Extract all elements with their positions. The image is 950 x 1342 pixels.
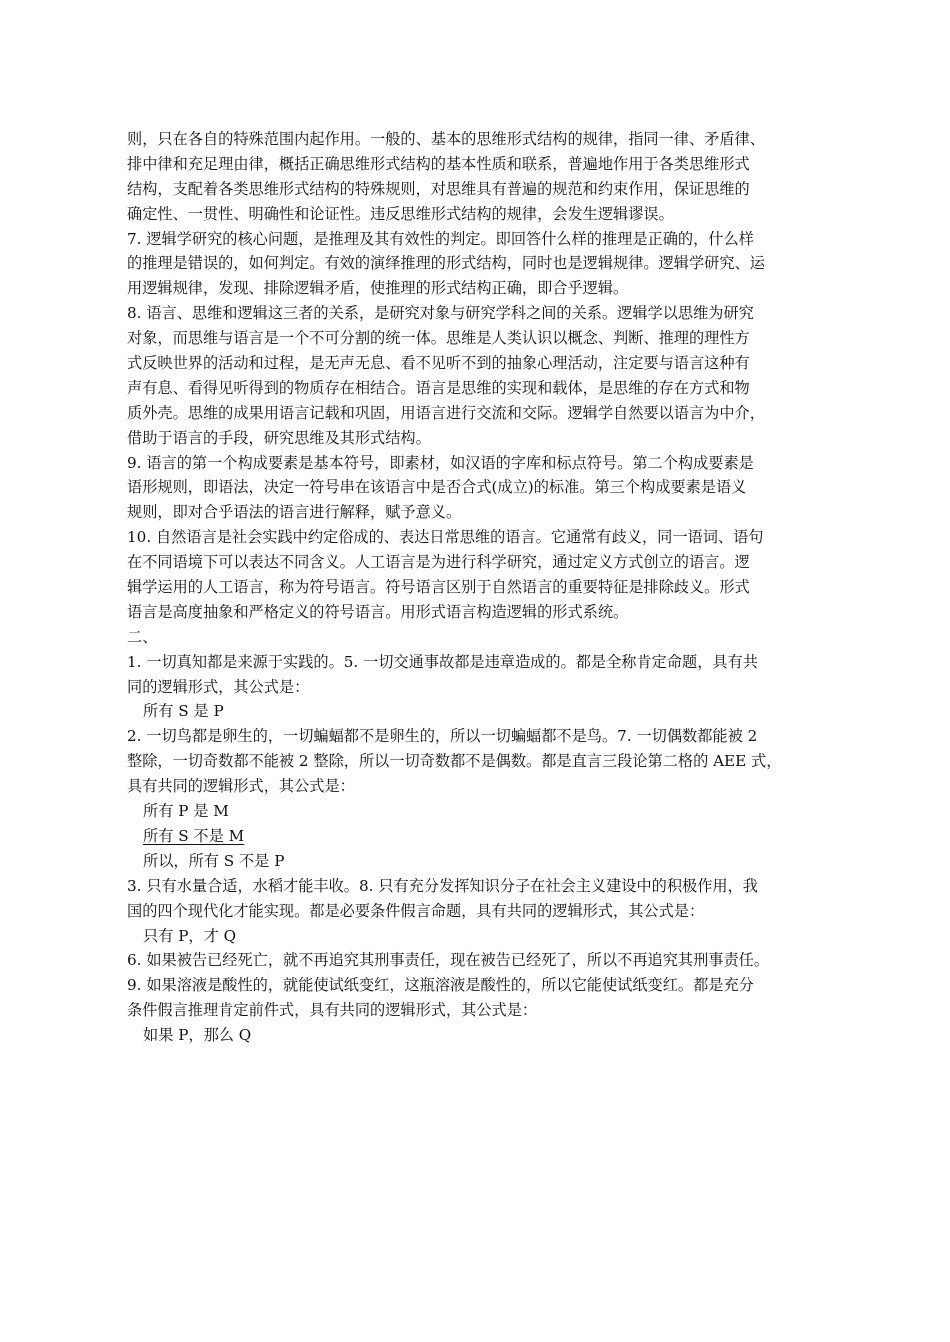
text-line: 确定性、一贯性、明确性和论证性。违反思维形式结构的规律，会发生逻辑谬误。 [127,204,674,223]
formula-line: 只有 P，才 Q [143,926,237,945]
text-line: 在不同语境下可以表达不同含义。人工语言是为进行科学研究，通过定义方式创立的语言。逻 [127,553,750,572]
text-line: 规则，即对合乎语法的语言进行解释，赋予意义。 [127,503,462,522]
formula-line: 所有 S 是 P [143,702,224,721]
answer-1-line: 1. 一切真知都是来源于实践的。5. 一切交通事故都是违章造成的。都是全称肯定命题，具有共 [127,652,758,671]
text-line: 对象，而思维与语言是一个不可分割的统一体。思维是人类认识以概念、判断、推理的理性方 [127,329,750,348]
text-line: 具有共同的逻辑形式，其公式是： [127,777,355,796]
document-page [127,127,801,1048]
text-line: 辑学运用的人工语言，称为符号语言。符号语言区别于自然语言的重要特征是排除歧义。形式 [127,578,750,597]
text-line: 的推理是错误的，如何判定。有效的演绎推理的形式结构，同时也是逻辑规律。逻辑学研究、运 [127,254,765,273]
answer-6-line: 6. 如果被告已经死亡，就不再追究其刑事责任，现在被告已经死了，所以不再追究其刑事责任。 [127,951,770,970]
text-line: 式反映世界的活动和过程，是无声无息、看不见听不到的抽象心理活动，注定要与语言这种有 [127,354,750,373]
text-line: 质外壳。思维的成果用语言记载和巩固，用语言进行交流和交际。逻辑学自然要以语言为中介， [127,403,765,422]
section-heading: 二、 [127,627,158,646]
item-8-line: 8. 语言、思维和逻辑这三者的关系，是研究对象与研究学科之间的关系。逻辑学以思维为研究 [127,304,754,323]
answer-3-line: 3. 只有水量合适，水稻才能丰收。8. 只有充分发挥知识分子在社会主义建设中的积极作用，我 [127,876,758,895]
item-10-line: 10. 自然语言是社会实践中约定俗成的、表达日常思维的语言。它通常有歧义，同一语词、语句 [127,528,764,547]
text-line: 声有息、看得见听得到的物质存在相结合。语言是思维的实现和载体，是思维的存在方式和物 [127,378,750,397]
text-line: 条件假言推理肯定前件式，具有共同的逻辑形式，其公式是： [127,1001,538,1020]
text-line: 排中律和充足理由律，概括正确思维形式结构的基本性质和联系，普遍地作用于各类思维形式 [127,154,750,173]
item-9-line: 9. 语言的第一个构成要素是基本符号，即素材，如汉语的字库和标点符号。第二个构成要素是 [127,453,754,472]
item-7-line: 7. 逻辑学研究的核心问题，是推理及其有效性的判定。即回答什么样的推理是正确的，什么样 [127,229,754,248]
formula-line [127,824,801,849]
formula-conclusion: 所以，所有 S 不是 P [143,851,285,870]
answer-2-line: 2. 一切鸟都是卵生的，一切蝙蝠都不是卵生的，所以一切蝙蝠都不是鸟。7. 一切偶数都能被 2 [127,727,758,746]
formula-line: 如果 P，那么 Q [143,1026,252,1045]
text-line: 同的逻辑形式，其公式是： [127,677,310,696]
text-line: 则，只在各自的特殊范围内起作用。一般的、基本的思维形式结构的规律，指同一律、矛盾律、 [127,130,765,148]
answer-9-line: 9. 如果溶液是酸性的，就能使试纸变红，这瓶溶液是酸性的，所以它能使试纸变红。都是充分 [127,976,754,995]
text-line: 结构，支配着各类思维形式结构的特殊规则，对思维具有普遍的规范和约束作用，保证思维的 [127,179,750,198]
underlined-premise: 所有 S 不是 M [143,826,245,845]
text-line: 语形规则，即语法，决定一符号串在该语言中是否合式(成立)的标准。第三个构成要素是语义 [127,478,747,497]
text-line: 整除，一切奇数都不能被 2 整除，所以一切奇数都不是偶数。都是直言三段论第二格的 AEE 式， [127,752,782,771]
text-line: 语言是高度抽象和严格定义的符号语言。用形式语言构造逻辑的形式系统。 [127,602,629,621]
text-line: 用逻辑规律，发现、排除逻辑矛盾，使推理的形式结构正确，即合乎逻辑。 [127,279,629,298]
text-line: 借助于语言的手段，研究思维及其形式结构。 [127,428,431,447]
formula-line: 所有 P 是 M [143,802,229,821]
text-line: 国的四个现代化才能实现。都是必要条件假言命题，具有共同的逻辑形式，其公式是： [127,901,705,920]
